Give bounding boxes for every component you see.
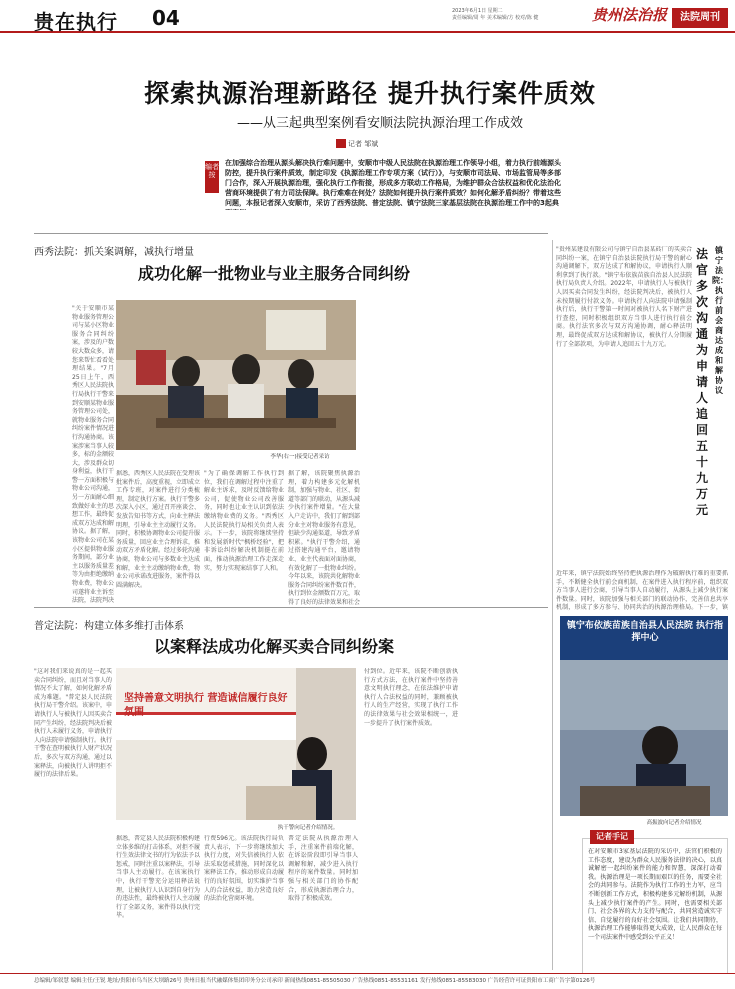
story1-kicker: 西秀法院：抓关案调解，减执行增量	[34, 247, 194, 258]
page-number: 04	[152, 6, 180, 30]
story1-photo	[116, 300, 356, 450]
story1-col2: 据悉，西秀区人民法院在受理该批案件后，高度重视，立即成立工作专班，对案件进行分类梳理，制定执行方案。执行干警多次深入小区，通过召开座谈会、发放告知书等方式，向业主释法明理，引导业主主动履行义务。同时，积极协调物业公司提升服务质量，回应业主合理诉求，推动双方矛盾化解。经过多轮沟通协商，物业公司与多数业主达成和解，业主主动缴纳物业费，物业公司承诺改进服务，案件得以圆满解决。	[116, 470, 200, 589]
story3-text-2: 近年来，镇宁法院始终坚持把执源治理作为破解执行难的重要抓手，不断健全执行前会商机制，在案件进入执行程序前，组织双方当事人进行会商，引导当事人自动履行，从源头上减少执行案件数量。同时，该院加强与相关部门的联动协作，完善信息共享机制，形成了多方参与、协同共治的执源治理格局。下一步，镇	[556, 570, 728, 612]
column-divider	[552, 240, 553, 970]
newspaper-logo: 贵州法治报	[592, 6, 668, 24]
story1-col3: "为了确保调解工作执行到位，我们在调解过程中注重了解业主诉求，及时反馈给物业公司，促使物业公司改善服务，同时也让业主认识到依法缴纳物业费的义务。"西秀区人民法院执行局相关负责人表示。下一步，该院将继续坚持和发展新时代"枫桥经验"，把非诉讼纠纷解决机制挺在前面，推动执源治理工作走深走实，努力实现案结事了人和。	[204, 470, 284, 572]
column-name: 贵在执行	[34, 10, 118, 34]
story2-col2: 据悉，普定县人民法院积极构建立体多维的打击体系，对拒不履行生效法律文书的行为依法予以惩戒，同时注重以案释法，引导当事人主动履行。在该案执行中，执行干警充分运用释法说理，让被执行人认识到自身行为的违法性，最终被执行人主动履行了全部义务，案件得以执行完毕。	[116, 835, 200, 920]
story2-kicker: 普定法院：构建立体多维打击体系	[34, 621, 184, 632]
story2-photo-banner: 坚持善意文明执行 营造诚信履行良好氛围	[124, 693, 288, 718]
date-line: 2023年6月1日 星期二	[452, 8, 503, 14]
reporter-byline: 记者 邹斌	[348, 140, 379, 148]
divider	[34, 607, 548, 608]
reporter-note-text: 在对安顺市3家基层法院的采访中，法官们积极的工作态度，建设为群众人民服务法律的决心，以真诚解密一起纠纷案件的能力和智慧，深深打动着我。执源治理是一项长期而艰巨的任务，需要全社会的共同参与。法院作为执行工作的主力军，应当不断创新工作方式，积极构建多元解纷机制，从源头上减少执行案件的产生。同时，也需要相关部门、社会各界的大力支持与配合，共同营造诚实守信、自觉履行的良好社会氛围。让我们共同期待，执源治理工作能够取得更大成效，让人民群众在每一个司法案件中感受到公平正义！	[588, 848, 722, 941]
section-tag: 法院周刊	[672, 8, 728, 28]
reporter-note-tag: 记者手记	[590, 830, 634, 844]
story2-col5: 付到位。近年来，该院不断创新执行方式方法，在执行案件中坚持善意文明执行理念，在依法维护申请执行人合法权益的同时，兼顾被执行人的生产经营，实现了执行工作的法律效果与社会效果相统一，进一步提升了执行案件质效。	[364, 668, 458, 727]
story1-col1b	[34, 305, 70, 605]
header-info	[452, 8, 592, 22]
story1-photo-caption: 李华(右一)接受记者采访	[270, 454, 330, 460]
story1-col4: 据了解，该院聚焦执源治理，着力构建多元化解机制，加强与物业、社区、街道等部门的联动，从源头减少执行案件增量。"在大量入户走访中，我们了解到部分业主对物业服务有意见，但缺少沟通渠道，导致矛盾积累。"执行干警介绍，通过搭建沟通平台，邀请物业、业主代表面对面协商，有效化解了一批物业纠纷。今年以来，该院共化解物业服务合同纠纷案件数百件，执行到位金额数百万元，取得了良好的法律效果和社会	[288, 470, 360, 605]
story1-col1: "关于安顺市某物业服务管理公司与某小区物业服务合同纠纷案，涉及的户数较大数众多，请您来帮忙看看处理结果。"7月25日上午，西秀区人民法院执行局执行干警来到安顺某物业服务管理公司处，就物业服务合同纠纷案件情况进行沟通协商。该案涉案当事人较多，标的金额较大，涉及群众切身利益，执行干警一方面积极与物业公司沟通，另一方面耐心细致做好业主的思想工作，最终促成双方达成和解协议。据了解，该物业公司在某小区提供物业服务期间，部分业主以服务质量差等为由拒绝缴纳物业费，物业公司遂将业主诉至法院，法院判决	[72, 305, 114, 605]
story1-col5	[364, 300, 458, 605]
divider	[34, 233, 548, 234]
story3-vertical-title-2: 法官多次沟通为申请人追回五十九万元	[695, 247, 708, 517]
story3-text: "贵州某建设有限公司与镇宁自治县某砖厂的买卖合同纠纷一案，在镇宁自治县法院执行局干警的耐心沟通调解下，双方达成了和解协议，申请执行人顺利拿到了执行款。"镇宁布依族苗族自治县人民法院执行局负责人介绍。2022年，申请执行人与被执行人因买卖合同发生纠纷，经法院判决后，被执行人未按期履行付款义务。申请执行人向法院申请强制执行后，执行干警第一时间对被执行人名下财产进行查控，同时积极组织双方当事人进行执行前会商。执行法官多次与双方沟通协调，耐心释法明理，最终促成双方达成和解协议，被执行人分期履行了全部款项，为申请人追回五十九万元。	[556, 246, 692, 348]
editor-line: 责任编辑/周 年 美术编辑/方 校对/陈 健	[452, 15, 539, 21]
lead-tag: 编者按	[205, 161, 219, 193]
story1-title: 成功化解一批物业与业主服务合同纠纷	[137, 264, 410, 283]
story2-photo-caption: 执干警向记者介绍情况。	[277, 825, 339, 831]
story2-photo	[116, 668, 356, 820]
story3-photo	[560, 616, 728, 816]
reporter-icon	[336, 139, 346, 148]
lead-paragraph: 在加强综合治理从源头解决执行难问题中，安顺市中级人民法院在执源治理工作领导小组，着力执行前端源头防控，提升执行案件质效，制定印发《执源治理工作专项方案（试行）》，与安顺市司法局、市场监管局等多部门合作，深入开展执源治理，强化执行工作衔接，形成多方联动工作格局，为维护群众合法权益和优化法治化营商环境提供了有力司法保障。执行难难在何处？法院如何提升执行案件质效？如何化解矛盾纠纷？带着这些问题，本报记者深入安顺市，采访了西秀法院、普定法院、镇宁法院三家基层法院在执源治理工作中的3起典	[225, 159, 561, 207]
story2-col6	[462, 668, 548, 968]
footer-text: 总编辑/邹叙慧 编辑主任/王锐 地址/贵阳市乌当区大坝路26号 贵州日报当代融媒体集团印务分公司承印 新闻热线0851-85505030 广告热线0851-85531161 发行热线0851-85583030 广告经营许可证贵阳市工商广告字第0126号	[34, 978, 596, 984]
main-subtitle: ——从三起典型案例看安顺法院执源治理工作成效	[236, 116, 523, 131]
story2-title: 以案释法成功化解买卖合同纠纷案	[153, 637, 394, 656]
story3-photo-sign: 镇宁布依族苗族自治县人民法院 执行指挥中心	[566, 621, 724, 643]
story2-col3: 行费596元。该法院执行局负责人表示，下一步将继续加大执行力度，对失信被执行人依法采取惩戒措施，同时深化以案释法工作，推动形成自动履行的良好氛围，切实维护当事人的合法权益，助力营造良好的法治化营商环境。	[204, 835, 284, 903]
story3-vertical-title: 镇宁法院：执行前会商达成和解协议	[712, 246, 728, 395]
main-headline: 探索执源治理新路径 提升执行案件质效	[144, 79, 596, 108]
story2-col4: 普定法院从执源治理入手，注重案件前端化解，在诉讼阶段即引导当事人调解和解，减少进入执行程序的案件数量。同时加强与相关部门的协作配合，形成执源治理合力，取得了积极成效。	[288, 835, 358, 903]
story1-col6	[462, 300, 548, 605]
story2-col1: "这对我们来说真的是一起买卖合同纠纷，而且对当事人的情况不太了解，如何化解矛盾成为难题。"普定县人民法院执行局干警介绍。该案中，申请执行人与被执行人因买卖合同产生纠纷，经法院判决后被执行人未履行义务，申请执行人向法院申请强制执行。执行干警在查明被执行人财产状况后，多次与双方沟通，通过以案释法，向被执行人讲明拒不履行的法律后果。	[34, 668, 112, 779]
story3-photo-caption: 高振波向记者介绍情况	[646, 820, 702, 826]
